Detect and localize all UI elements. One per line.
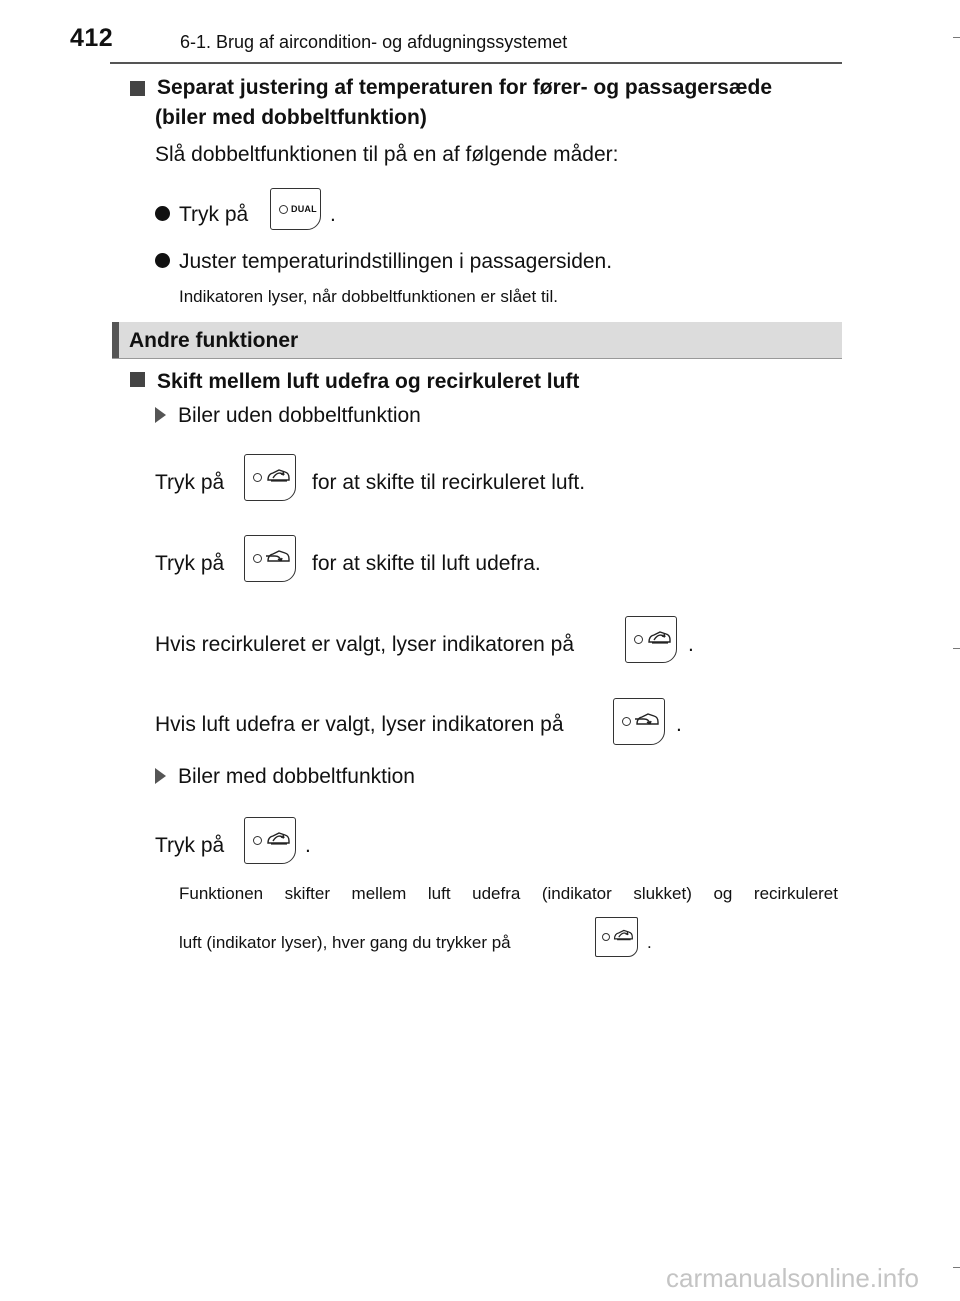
section-bar-other-functions [112,322,842,359]
dual-bullet-1-period: . [330,203,336,226]
outside-indicator-text: Hvis luft udefra er valgt, lyser indikatoren på [155,713,564,736]
dual-recirc-instruction-period: . [305,834,311,857]
air-note-line-2: luft (indikator lyser), hver gang du trykker på [179,933,511,952]
section-heading-dual: Separat justering af temperaturen for fører- og passagersæde (biler med dobbeltfunktion) [130,73,842,133]
outside-instruction-after: for at skifte til luft udefra. [312,552,541,575]
outside-air-icon [634,710,660,730]
outside-instruction-before: Tryk på [155,552,225,575]
triangle-bullet-icon [155,407,166,423]
recirculation-button[interactable] [244,454,296,501]
page-number: 412 [70,24,114,52]
section-heading-air: Skift mellem luft udefra og recirkuleret luft [130,367,579,397]
bullet-icon [155,253,170,268]
crop-mark [953,1267,960,1268]
recirc-instruction-before: Tryk på [155,471,225,494]
outside-air-button[interactable] [244,535,296,582]
indicator-light-icon [602,933,610,941]
indicator-light-icon [279,205,288,214]
indicator-light-icon [253,836,262,845]
outside-indicator-period: . [676,713,682,736]
recirc-instruction-after: for at skifte til recirkuleret luft. [312,471,586,494]
dual-bullet-2: Juster temperaturindstillingen i passagersiden. [155,248,612,276]
dual-bullet-1: Tryk på [155,201,248,229]
air-note-line-1: Funktionen skifter mellem luft udefra (indikator slukket) og recirkuleret [179,884,838,903]
indicator-light-icon [253,473,262,482]
recirculation-button[interactable] [625,616,677,663]
subheading-without-dual: Biler uden dobbeltfunktion [155,402,421,430]
header-divider [110,62,842,64]
indicator-light-icon [622,717,631,726]
dual-note: Indikatoren lyser, når dobbeltfunktionen er slået til. [179,287,558,306]
recirculated-air-icon [646,628,672,648]
section-bar-title: Andre funktioner [129,329,299,352]
recirculation-button[interactable] [595,917,638,957]
dual-button-label: DUAL [291,204,317,214]
recirc-indicator-period: . [688,633,694,656]
bullet-icon [155,206,170,221]
recirculated-air-icon [265,466,291,486]
square-bullet-icon [130,372,145,387]
indicator-light-icon [634,635,643,644]
dual-intro: Slå dobbeltfunktionen til på en af følgende måder: [155,143,619,166]
outside-air-icon [265,547,291,567]
indicator-light-icon [253,554,262,563]
outside-air-button[interactable] [613,698,665,745]
recirculated-air-icon [265,829,291,849]
page-header-title: 6-1. Brug af aircondition- og afdugningssystemet [180,32,568,52]
square-bullet-icon [130,81,145,96]
dual-button[interactable] [270,188,321,230]
crop-mark [953,648,960,649]
dual-recirc-instruction-before: Tryk på [155,834,225,857]
subheading-with-dual: Biler med dobbeltfunktion [155,763,415,791]
air-note-period: . [647,933,652,952]
recirculation-button[interactable] [244,817,296,864]
section-bar-accent [112,322,119,358]
recirc-indicator-text: Hvis recirkuleret er valgt, lyser indikatoren på [155,633,574,656]
crop-mark [953,37,960,38]
recirculated-air-icon [612,927,634,944]
triangle-bullet-icon [155,768,166,784]
watermark: carmanualsonline.info [666,1263,919,1293]
